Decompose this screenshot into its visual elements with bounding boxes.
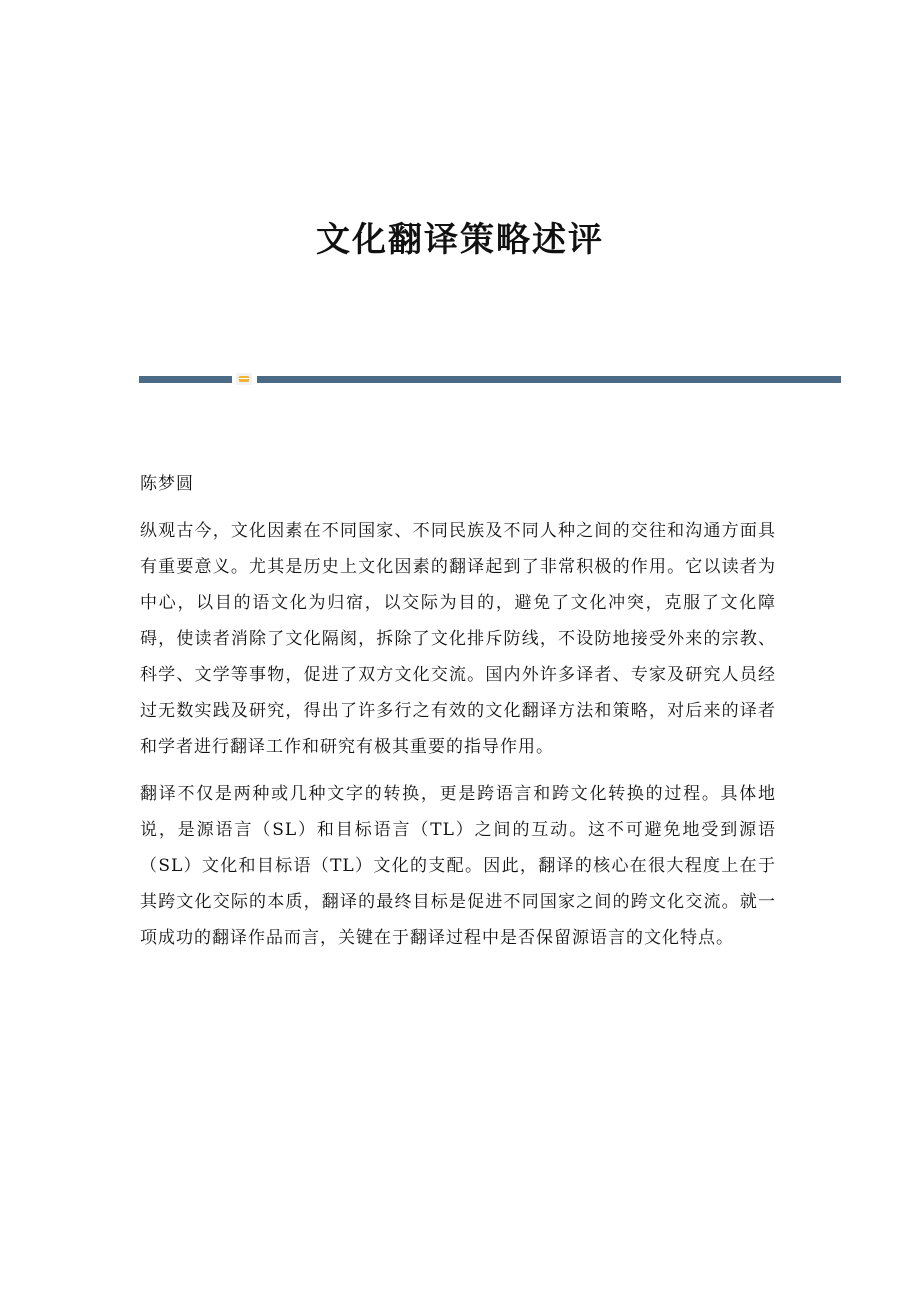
page-title: 文化翻译策略述评 [316,220,604,260]
author-name: 陈梦圆 [140,474,194,494]
book-icon-cover [239,376,249,382]
paragraph-2: 翻译不仅是两种或几种文字的转换，更是跨语言和跨文化转换的过程。具体地说，是源语言（SL）和目标语言（TL）之间的互动。这不可避免地受到源语（SL）文化和目标语（TL）文化的支配。因此，翻译的核心在很大程度上在于其跨文化交际的本质，翻译的最终目标是促进不同国家之间的跨文化交流。就一项成功的翻译作品而言，关键在于翻译过程中是否保留源语言的文化特点。 [140,784,776,948]
divider-bar-left [139,376,232,383]
divider-bar-right [257,376,841,383]
document-body [140,466,776,967]
paragraph-1: 纵观古今，文化因素在不同国家、不同民族及不同人种之间的交往和沟通方面具有重要意义。尤其是历史上文化因素的翻译起到了非常积极的作用。它以读者为中心，以目的语文化为归宿，以交际为目的，避免了文化冲突，克服了文化障碍，使读者消除了文化隔阂，拆除了文化排斥防线，不设防地接受外来的宗教、科学、文学等事物，促进了双方文化交流。国内外许多译者、专家及研究人员经过无数实践及研究，得出了许多行之有效的文化翻译方法和策略，对后来的译者和学者进行翻译工作和研究有极其重要的指导作用。 [140,521,776,757]
book-icon-line [239,378,249,379]
title-divider [139,373,841,385]
book-icon [236,373,252,385]
